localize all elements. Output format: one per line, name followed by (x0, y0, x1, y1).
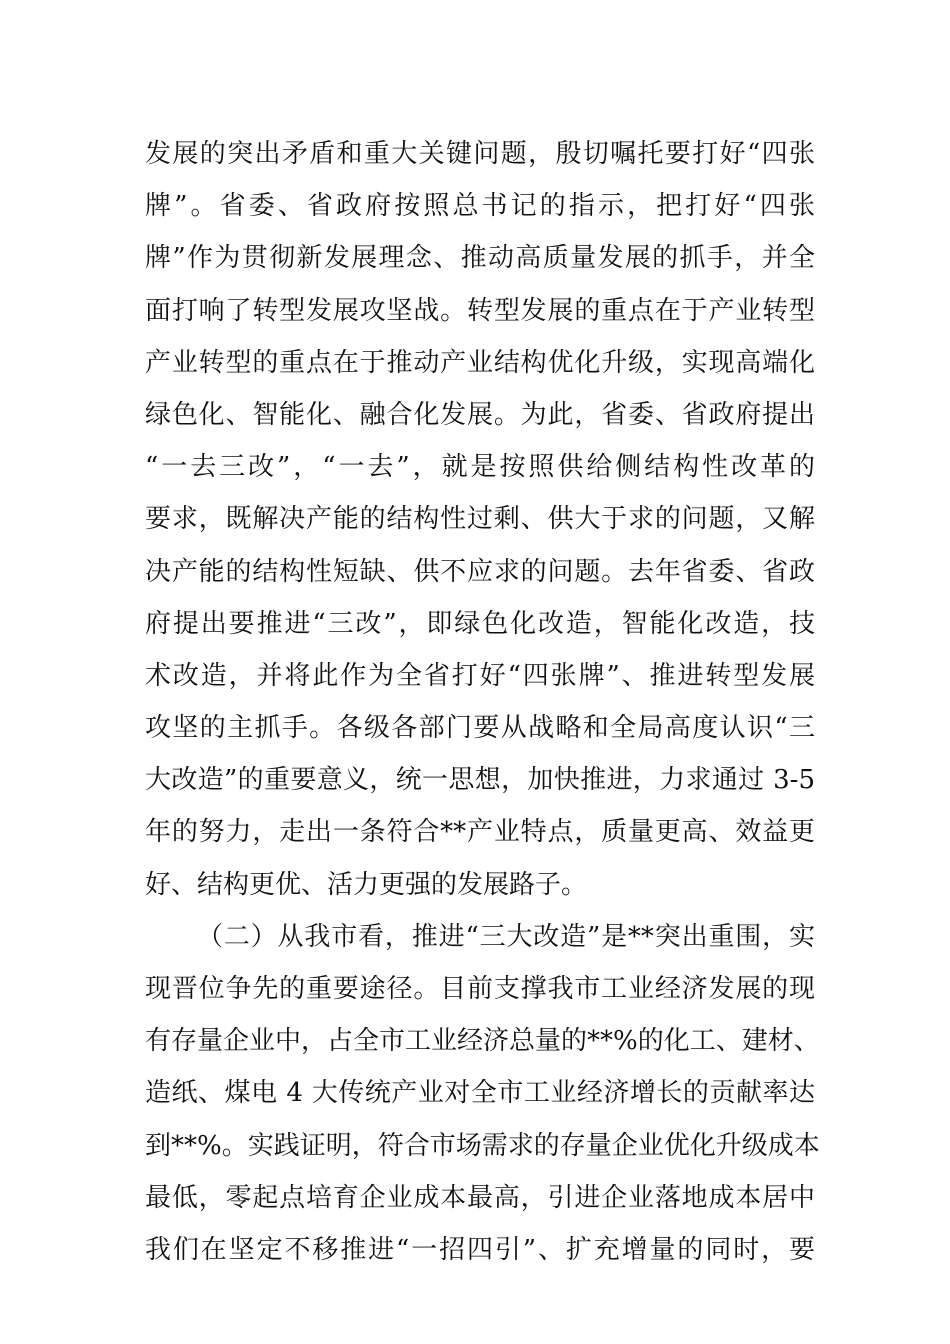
text-line: 大改造”的重要意义，统一思想，加快推进，力求通过 3-5 (145, 765, 815, 796)
text-line: 最低，零起点培育企业成本最高，引进企业落地成本居中 (145, 1182, 815, 1213)
text-line: （二）从我市看，推进“三大改造”是**突出重围，实 (197, 921, 815, 952)
text-line: 我们在坚定不移推进“一招四引”、扩充增量的同时，要 (145, 1234, 815, 1265)
text-line: 产业转型的重点在于推动产业结构优化升级，实现高端化 (145, 347, 815, 378)
text-line: 有存量企业中，占全市工业经济总量的**%的化工、建材、 (145, 1026, 820, 1057)
text-line: 好、结构更优、活力更强的发展路子。 (145, 869, 588, 900)
paragraph-2 (145, 911, 820, 1276)
body-text (145, 128, 820, 1276)
text-line: 现晋位争先的重要途径。目前支撑我市工业经济发展的现 (145, 974, 815, 1004)
text-line: 术改造，并将此作为全省打好“四张牌”、推进转型发展 (145, 660, 815, 691)
text-line: 牌”作为贯彻新发展理念、推动高质量发展的抓手，并全 (145, 243, 815, 274)
text-line: 发展的突出矛盾和重大关键问题，殷切嘱托要打好“四张 (145, 139, 815, 169)
text-line: 绿色化、智能化、融合化发展。为此，省委、省政府提出 (145, 399, 815, 430)
text-line: 攻坚的主抓手。各级各部门要从战略和全局高度认识“三 (145, 713, 815, 744)
text-line: 决产能的结构性短缺、供不应求的问题。去年省委、省政 (145, 556, 815, 587)
text-line: 府提出要推进“三改”，即绿色化改造，智能化改造，技 (145, 608, 815, 639)
text-line: 造纸、煤电 4 大传统产业对全市工业经济增长的贡献率达 (145, 1078, 815, 1109)
text-line: 要求，既解决产能的结构性过剩、供大于求的问题，又解 (145, 504, 815, 535)
text-line: 牌”。省委、省政府按照总书记的指示，把打好“四张 (145, 191, 815, 222)
text-line: 到**%。实践证明，符合市场需求的存量企业优化升级成本 (145, 1130, 820, 1161)
text-line: 年的努力，走出一条符合**产业特点，质量更高、效益更 (145, 817, 815, 848)
text-line: 面打响了转型发展攻坚战。转型发展的重点在于产业转型 (145, 295, 815, 326)
text-line: “一去三改”，“一去”，就是按照供给侧结构性改革的 (145, 452, 815, 483)
paragraph-1 (145, 128, 815, 911)
